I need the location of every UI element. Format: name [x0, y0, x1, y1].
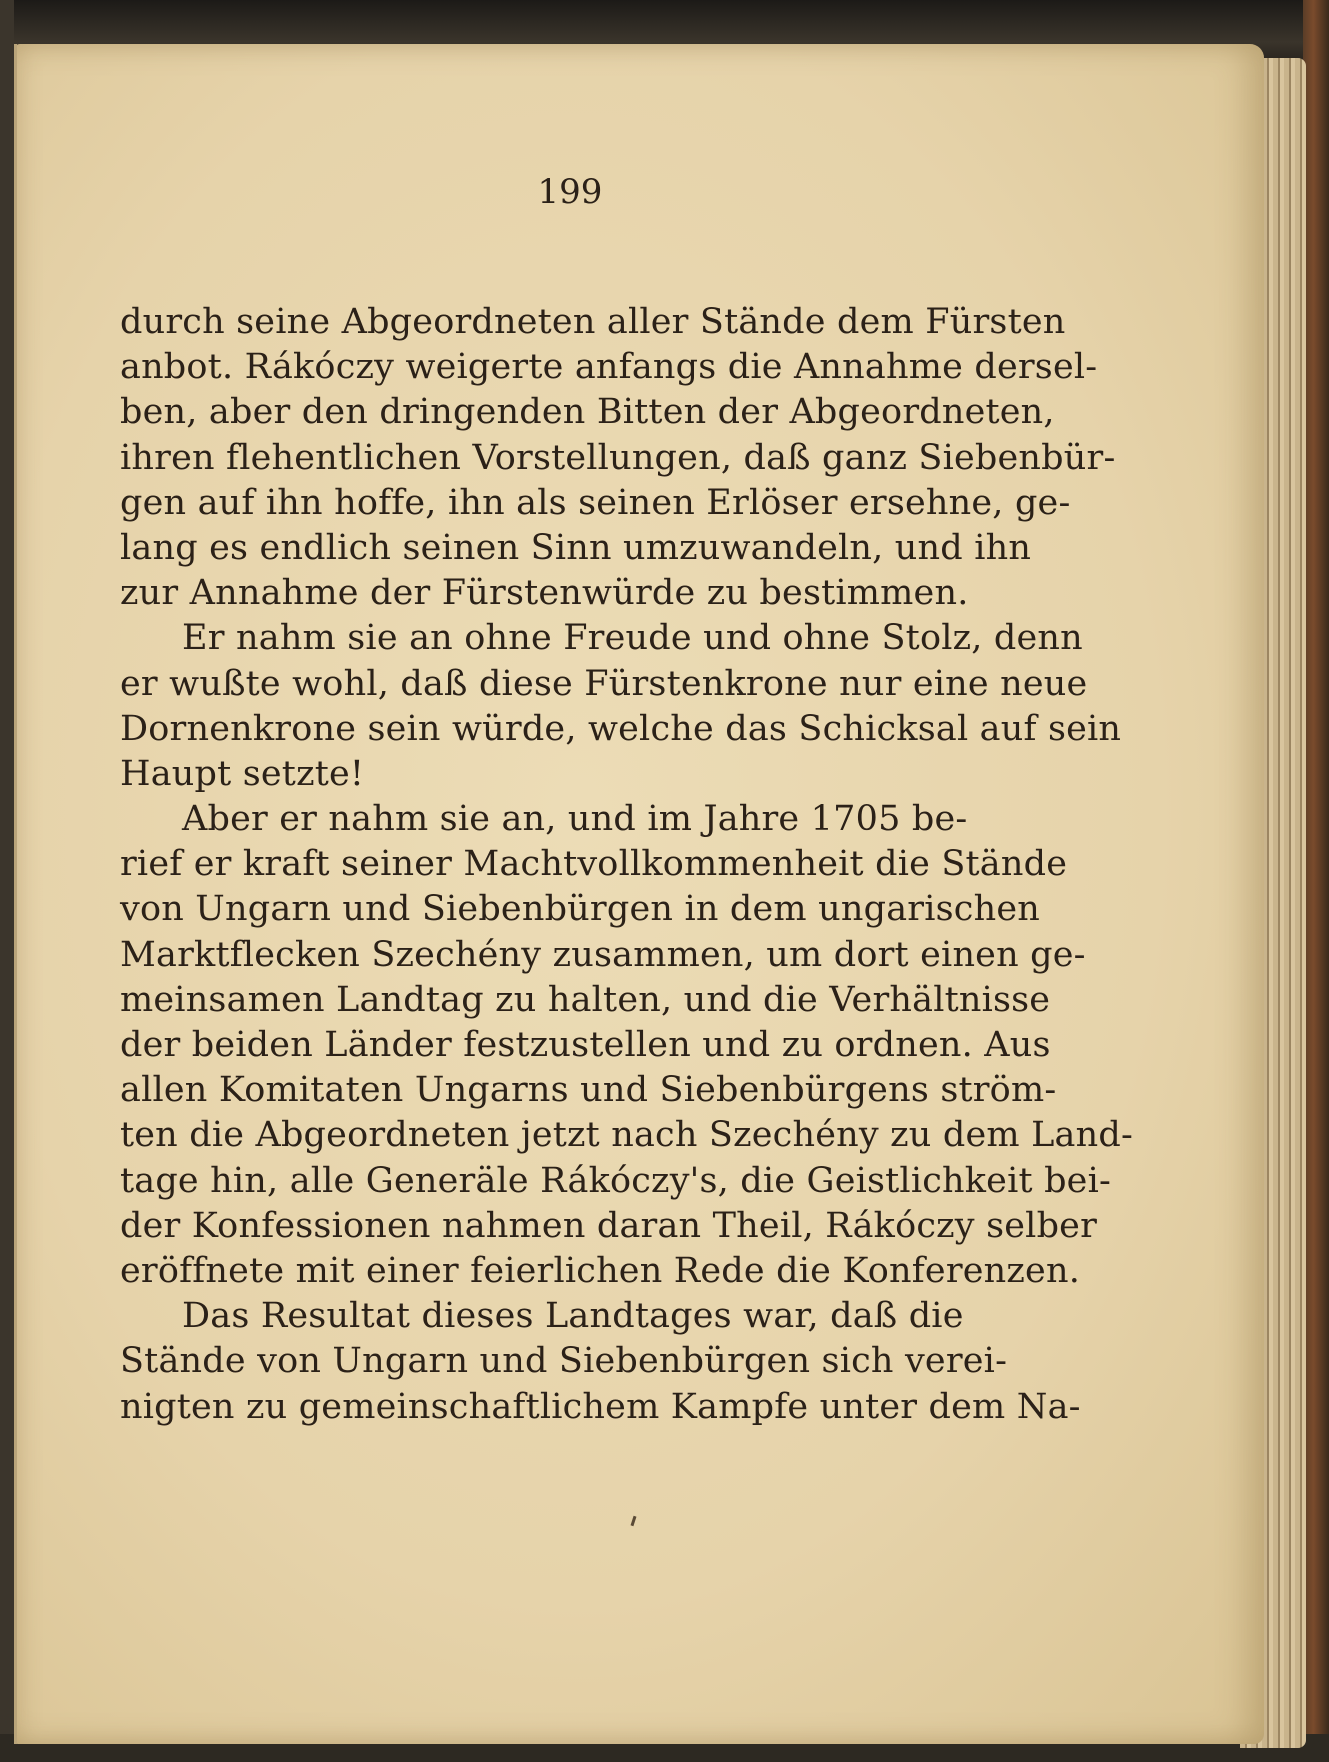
text-line: eröffnete mit einer feierlichen Rede die Konferenzen. [120, 1250, 1081, 1291]
text-line: er wußte wohl, daß diese Fürstenkrone nur eine neue [120, 663, 1088, 704]
paragraph-start-line: Er nahm sie an ohne Freude und ohne Stolz, denn [182, 618, 1083, 659]
text-line: rief er kraft seiner Machtvollkommenheit die Stände [120, 844, 1068, 885]
text-line: Dornenkrone sein würde, welche das Schicksal auf sein [120, 708, 1122, 749]
text-line: der beiden Länder festzustellen und zu ordnen. Aus [120, 1025, 1051, 1065]
paragraph-start-line: Das Resultat dieses Landtages war, daß die [182, 1296, 964, 1337]
text-line: allen Komitaten Ungarns und Siebenbürgens ström- [120, 1070, 1057, 1111]
text-line: anbot. Rákóczy weigerte anfangs die Annahme dersel- [120, 347, 1098, 388]
text-line: Marktflecken Szechény zusammen, um dort einen ge- [120, 934, 1086, 975]
book-cover-right [1303, 0, 1329, 1762]
text-line: ihren flehentlichen Vorstellungen, daß ganz Siebenbür- [120, 437, 1116, 478]
text-line: der Konfessionen nahmen daran Theil, Rákóczy selber [120, 1205, 1098, 1246]
text-line: Stände von Ungarn und Siebenbürgen sich verei- [120, 1341, 1008, 1382]
text-line: ben, aber den dringenden Bitten der Abgeordneten, [120, 392, 1055, 433]
text-line: durch seine Abgeordneten aller Stände dem Fürsten [120, 302, 1066, 342]
text-line: tage hin, alle Generäle Rákóczy's, die Geistlichkeit bei- [120, 1160, 1112, 1201]
text-line: Haupt setzte! [120, 753, 365, 794]
text-line: nigten zu gemeinschaftlichem Kampfe unter dem Na- [120, 1386, 1081, 1427]
text-line: gen auf ihn hoffe, ihn als seinen Erlöser ersehne, ge- [120, 482, 1071, 523]
book-cover-left [0, 0, 14, 1762]
body-text [120, 300, 1133, 1430]
page-number: 199 [537, 172, 603, 212]
gutter-line [14, 44, 17, 1744]
text-line: zur Annahme der Fürstenwürde zu bestimmen. [120, 573, 969, 614]
text-line: ten die Abgeordneten jetzt nach Szechény zu dem Land- [120, 1115, 1133, 1156]
text-line: meinsamen Landtag zu halten, und die Verhältnisse [120, 979, 1051, 1020]
text-line: lang es endlich seinen Sinn umzuwandeln, und ihn [120, 527, 1032, 568]
text-line: von Ungarn und Siebenbürgen in dem ungarischen [120, 889, 1040, 930]
paragraph-start-line: Aber er nahm sie an, und im Jahre 1705 be- [182, 799, 968, 840]
